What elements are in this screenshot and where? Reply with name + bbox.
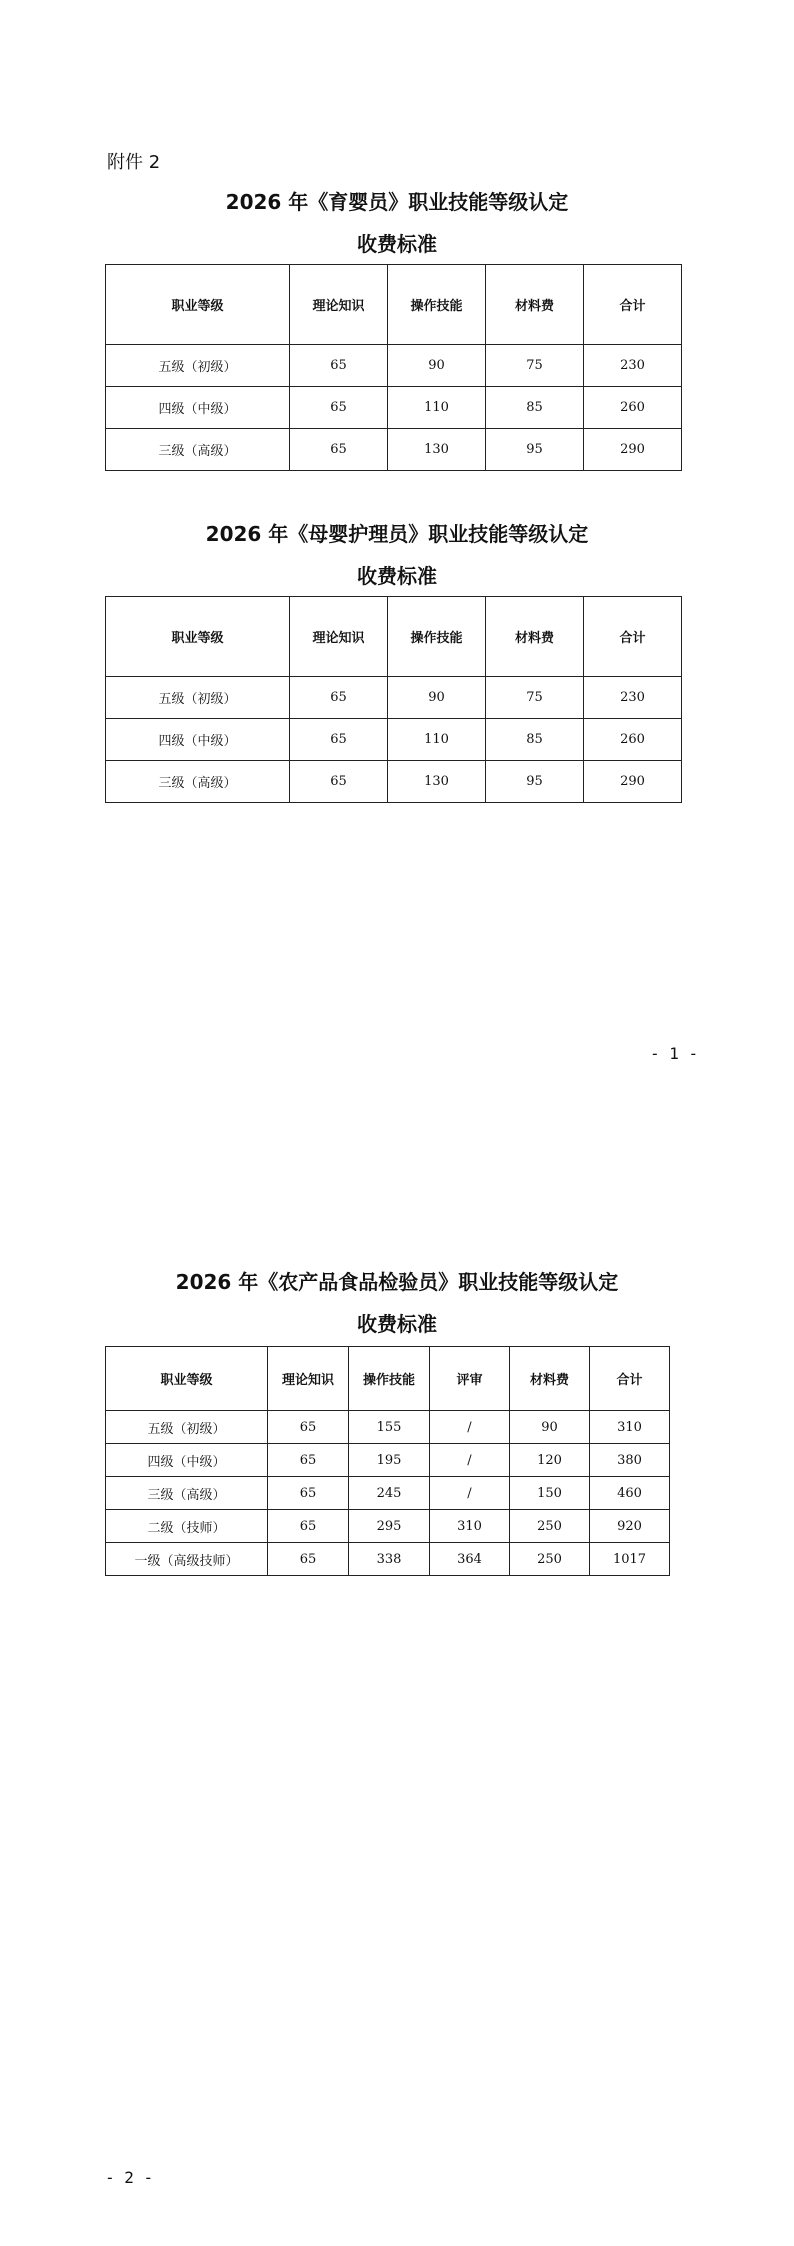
header-cell: 理论知识 (268, 1347, 349, 1411)
table-cell: 130 (388, 761, 486, 803)
section1-subtitle: 收费标准 (357, 232, 437, 256)
table-cell: 二级（技师） (106, 1510, 268, 1543)
table-cell: 110 (388, 387, 486, 429)
table-cell: 1017 (590, 1543, 670, 1576)
table-row (106, 387, 682, 429)
table-cell: 65 (268, 1444, 349, 1477)
table-cell: 65 (290, 387, 388, 429)
section3-title: 2026 年《农产品食品检验员》职业技能等级认定 (175, 1270, 619, 1294)
table-cell: 65 (268, 1411, 349, 1444)
table-cell: / (430, 1444, 510, 1477)
table-cell: 460 (590, 1477, 670, 1510)
page-number-2: - 2 - (105, 2168, 154, 2187)
table-cell: 260 (584, 719, 682, 761)
table-cell: 三级（高级） (106, 1477, 268, 1510)
table-row (106, 761, 682, 803)
table-cell: 四级（中级） (106, 1444, 268, 1477)
table-cell: 155 (349, 1411, 430, 1444)
table-cell: 五级（初级） (106, 345, 290, 387)
table-cell: 65 (268, 1477, 349, 1510)
table-cell: 65 (290, 719, 388, 761)
section2-subtitle: 收费标准 (357, 564, 437, 588)
section2-title: 2026 年《母婴护理员》职业技能等级认定 (205, 522, 589, 546)
table-cell: 85 (486, 719, 584, 761)
header-cell: 操作技能 (388, 265, 486, 345)
table-row (106, 1510, 670, 1543)
header-cell: 合计 (590, 1347, 670, 1411)
section3-subtitle: 收费标准 (357, 1312, 437, 1336)
table-cell: 65 (268, 1510, 349, 1543)
table-cell: 245 (349, 1477, 430, 1510)
table-row (106, 1444, 670, 1477)
table-cell: 295 (349, 1510, 430, 1543)
table-cell: 三级（高级） (106, 429, 290, 471)
table-cell: 150 (510, 1477, 590, 1510)
header-cell: 理论知识 (290, 265, 388, 345)
page-number-1: - 1 - (650, 1044, 699, 1063)
table-cell: 364 (430, 1543, 510, 1576)
table-cell: 65 (290, 429, 388, 471)
table-cell: 五级（初级） (106, 677, 290, 719)
table-header-row (106, 265, 682, 345)
section1-title: 2026 年《育婴员》职业技能等级认定 (225, 190, 569, 214)
table-cell: 338 (349, 1543, 430, 1576)
header-cell: 合计 (584, 265, 682, 345)
table-cell: 250 (510, 1543, 590, 1576)
header-cell: 合计 (584, 597, 682, 677)
table-cell: 75 (486, 677, 584, 719)
table-cell: 90 (388, 345, 486, 387)
table-cell: 65 (268, 1543, 349, 1576)
table-cell: 95 (486, 429, 584, 471)
table-cell: 130 (388, 429, 486, 471)
table-cell: 310 (430, 1510, 510, 1543)
table-cell: 65 (290, 761, 388, 803)
table-cell: 75 (486, 345, 584, 387)
table-cell: 110 (388, 719, 486, 761)
header-cell: 理论知识 (290, 597, 388, 677)
table-cell: / (430, 1411, 510, 1444)
table-header-row (106, 1347, 670, 1411)
table-cell: 五级（初级） (106, 1411, 268, 1444)
header-cell: 材料费 (486, 597, 584, 677)
table-row (106, 719, 682, 761)
table-cell: 120 (510, 1444, 590, 1477)
table-row (106, 1543, 670, 1576)
header-cell: 职业等级 (106, 1347, 268, 1411)
table-row (106, 1477, 670, 1510)
table-row (106, 429, 682, 471)
table-cell: 195 (349, 1444, 430, 1477)
table-cell: 260 (584, 387, 682, 429)
fee-table-1 (105, 264, 682, 471)
table-cell: 90 (388, 677, 486, 719)
header-cell: 操作技能 (388, 597, 486, 677)
table-cell: 四级（中级） (106, 387, 290, 429)
fee-table-2 (105, 596, 682, 803)
header-cell: 操作技能 (349, 1347, 430, 1411)
table-cell: 一级（高级技师） (106, 1543, 268, 1576)
table-cell: 380 (590, 1444, 670, 1477)
attachment-label: 附件 2 (107, 152, 161, 173)
table-cell: 230 (584, 677, 682, 719)
table-cell: 310 (590, 1411, 670, 1444)
table-header-row (106, 597, 682, 677)
table-cell: 290 (584, 761, 682, 803)
table-cell: 85 (486, 387, 584, 429)
table-cell: 230 (584, 345, 682, 387)
table-cell: 三级（高级） (106, 761, 290, 803)
table-cell: 90 (510, 1411, 590, 1444)
table-cell: 四级（中级） (106, 719, 290, 761)
header-cell: 材料费 (486, 265, 584, 345)
header-cell: 职业等级 (106, 597, 290, 677)
table-cell: 920 (590, 1510, 670, 1543)
table-row (106, 1411, 670, 1444)
table-cell: / (430, 1477, 510, 1510)
header-cell: 材料费 (510, 1347, 590, 1411)
table-row (106, 677, 682, 719)
table-cell: 65 (290, 677, 388, 719)
table-row (106, 345, 682, 387)
fee-table-3 (105, 1346, 670, 1576)
header-cell: 评审 (430, 1347, 510, 1411)
table-cell: 65 (290, 345, 388, 387)
header-cell: 职业等级 (106, 265, 290, 345)
table-cell: 95 (486, 761, 584, 803)
table-cell: 290 (584, 429, 682, 471)
table-cell: 250 (510, 1510, 590, 1543)
